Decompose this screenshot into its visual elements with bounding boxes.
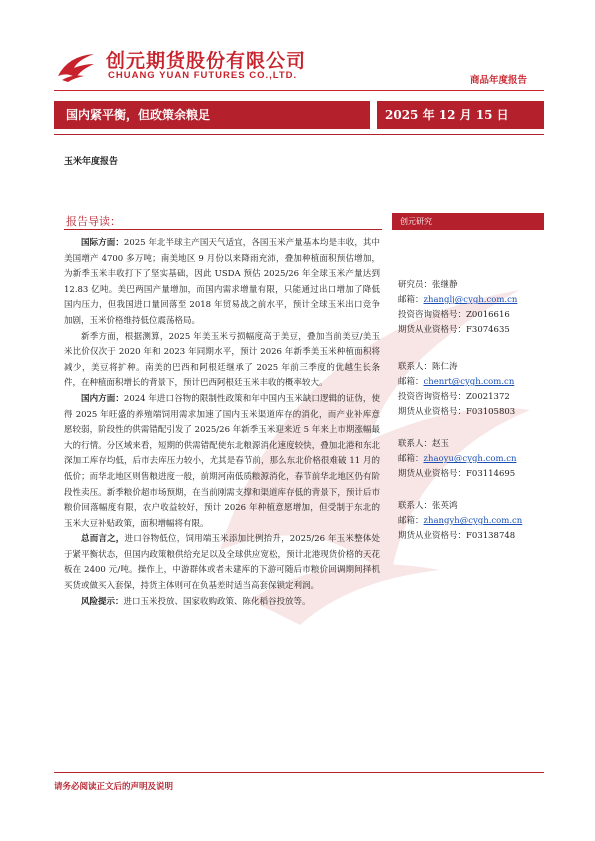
contact-name: 张英鸿 [432,501,458,511]
contact-email-link[interactable]: zhangyh@cygh.com.cn [423,516,523,526]
qualification-label: 投资咨询资格号： [398,392,467,402]
contact-card [398,278,517,338]
report-subtitle: 玉米年度报告 [64,157,119,167]
contact-role: 联系人： [398,362,433,372]
paragraph-risk [64,595,380,611]
qualification-label: 期货从业资格号： [398,531,467,541]
paragraph-text: 进口玉米投放、国家收购政策、陈化稻谷投放等。 [123,596,311,607]
qualification-label: 期货从业资格号： [398,325,467,335]
qualification-label: 期货从业资格号： [398,469,467,479]
qualification-number: F03114695 [466,469,516,479]
contact-role: 联系人： [398,439,433,449]
report-title-bar [54,101,370,129]
contact-card [398,437,516,482]
paragraph-text: 新季方面，根据测算，2025 年美玉米亏损幅度高于美豆，叠加当前美豆/美玉米比价仅次于 2020 年和 2023 年同期水平，预计 2026 年新季美玉米种植面积将减少，美豆将扩种。南美的巴西和阿根廷继承了 2025 年前三季度的优越生长条件，在种植面积增长的背景下，预计巴西阿根廷玉米丰收的概率较大。 [64,331,380,389]
contact-role: 联系人： [398,501,433,511]
contact-email-link[interactable]: chenrt@cygh.com.cn [423,377,515,387]
title-divider [54,134,544,135]
contact-email-link[interactable]: zhanglj@cygh.com.cn [423,295,518,305]
qualification-number: Z0021372 [466,392,510,402]
company-name-en: CHUANG YUAN FUTURES CO.,LTD. [108,70,298,81]
qualification-number: F03105803 [466,407,516,417]
report-body [64,236,380,610]
qualification-label: 期货从业资格号： [398,407,467,417]
paragraph-lead: 风险提示： [81,596,124,607]
email-label: 邮箱： [398,295,424,305]
email-label: 邮箱： [398,516,424,526]
email-label: 邮箱： [398,377,424,387]
qualification-number: F3074635 [466,325,510,335]
qualification-number: Z0016616 [466,310,510,320]
report-date-bar [377,101,544,129]
contact-role: 研究员： [398,280,433,290]
report-type-label: 商品年度报告 [470,75,528,86]
company-logo-icon [54,50,98,82]
qualification-number: F03138748 [466,531,516,541]
sidebar-label: 创元研究 [392,213,544,230]
guide-divider [64,229,382,230]
contact-email-link[interactable]: zhaoyu@cygh.com.cn [423,454,517,464]
email-label: 邮箱： [398,454,424,464]
contact-card [398,360,515,420]
paragraph-summary [64,532,380,594]
footer-divider [54,772,544,773]
paragraph-international [64,236,380,330]
contact-card [398,499,522,544]
report-date: 2025 年 12 月 15 日 [385,108,509,122]
report-title: 国内紧平衡，但政策余粮足 [66,108,211,122]
paragraph-lead: 国内方面： [81,393,124,404]
paragraph-text: 进口谷物低位，饲用端玉米添加比例抬升，2025/26 年玉米整体处于紧平衡状态，但国内政策粮供给充足以及全球供应宽松，预计北港现货价格的天花板在 2400 元/吨。操作上，中游群体或者未建库的下游可随后市粮价回调期间择机买货或做买入套保，持货主体则可在负基差时适当高套保锁定利润。 [64,534,380,592]
company-name-cn: 创元期货股份有限公司 [106,50,307,72]
paragraph-lead: 总而言之， [81,534,125,545]
paragraph-text: 2025 年北半球主产国天气适宜，各国玉米产量基本均是丰收，其中美国增产 4700 多万吨；南美地区 9 月份以来降雨充沛，叠加种植面积预估增加，为新季玉米丰收打下了坚实基础，因此 USDA 预估 2025/26 年全球玉米产量达到 12.83 亿吨。美巴两国产量增加，而国内需求增量有限，只能通过出口增加了降低国内压力，但我国进口量回落至 2018 年贸易战之前水平，预计全球玉米出口竞争加剧，玉米价格维持低位震荡格局。 [64,238,380,326]
contact-name: 陈仁涛 [432,362,458,372]
header-divider [54,90,544,91]
paragraph-new-season [64,330,380,392]
report-guide-title: 报告导读： [66,215,121,228]
contact-name: 赵玉 [432,439,450,449]
qualification-label: 投资咨询资格号： [398,310,467,320]
paragraph-lead: 国际方面： [81,238,124,248]
footer-disclaimer: 请务必阅读正文后的声明及说明 [54,782,174,792]
contact-name: 张继静 [432,280,458,290]
paragraph-domestic [64,392,380,532]
paragraph-text: 2024 年进口谷物的限制性政策和年中国内玉米缺口逻辑的证伪，使得 2025 年旺盛的养殖端饲用需求加速了国内玉米渠道库存的消化，而产业补库意愿较弱，阶段性的供需错配引发了 2025/26 年新季玉米迎来近 5 年来上市期涨幅最大的行情。分区域来看，短期的供需错配使东北粮源消化速度较快，叠加北港和东北深加工库存均低，后市去库压力较小，尤其是春节前，那么东北价格很难破 11 月的低价；而华北地区则售粮进度一般，前期河南低质粮源消化，春节前华北地区仍有阶段性卖压。新季粮价超市场预期，在当前刚需支撑和渠道库存低的背景下，预计后市粮价回落幅度有限，农户收益较好，预计 2026 年种植意愿增加，但受制于东北的玉米大豆补贴政策，面积增幅将有限。 [64,393,380,529]
